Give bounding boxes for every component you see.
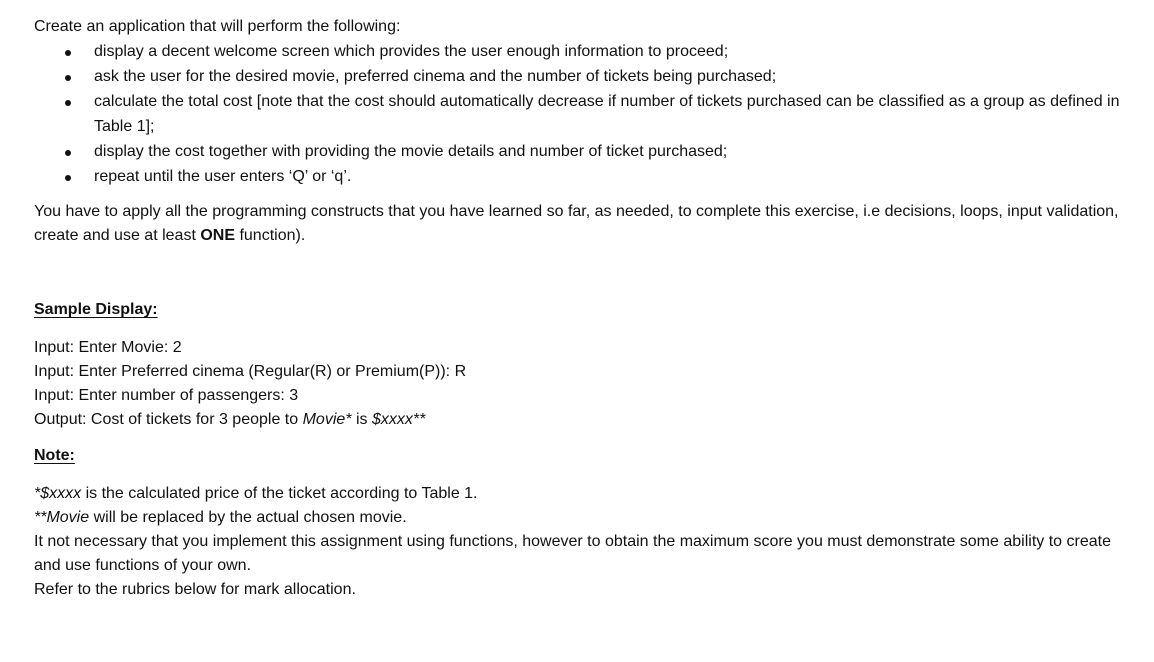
sample-line: Input: Enter number of passengers: 3: [34, 387, 299, 404]
constructs-text: You have to apply all the programming constructs that you have learned so far, as needed, to complete this exercise, i.e decisions, loops, input validation, create and use at least: [34, 203, 1119, 244]
bullet-icon: [65, 50, 71, 56]
constructs-text-end: function).: [235, 227, 306, 244]
list-item-text: display a decent welcome screen which provides the user enough information to proceed;: [94, 43, 729, 60]
assignment-document: [34, 15, 1124, 602]
constructs-paragraph: [34, 200, 1124, 248]
list-item-text: calculate the total cost [note that the cost should automatically decrease if number of tickets purchased can be classified as a group as defined in Table 1];: [94, 93, 1120, 135]
intro-text: Create an application that will perform the following:: [34, 18, 401, 35]
list-item: [34, 39, 1124, 64]
note-line: Refer to the rubrics below for mark allocation.: [34, 581, 356, 598]
constructs-bold-text: ONE: [200, 227, 235, 244]
list-item-text: repeat until the user enters ‘Q’ or ‘q’.: [94, 168, 352, 185]
bullet-icon: [65, 75, 71, 81]
sample-display-block: [34, 336, 1124, 432]
sample-line: Input: Enter Preferred cinema (Regular(R) or Premium(P)): R: [34, 363, 467, 380]
list-item: [34, 64, 1124, 89]
list-item-text: display the cost together with providing the movie details and number of ticket purchased;: [94, 143, 728, 160]
output-price: $xxxx**: [371, 411, 426, 428]
requirements-list: [34, 39, 1124, 189]
sample-output-line: [34, 408, 1124, 432]
note-text: will be replaced by the actual chosen movie.: [89, 509, 407, 526]
output-movie: Movie*: [302, 411, 352, 428]
list-item: [34, 89, 1124, 139]
bullet-icon: [65, 175, 71, 181]
note-line: [34, 482, 1124, 506]
output-mid: is: [351, 411, 372, 428]
bullet-icon: [65, 100, 71, 106]
note-text: is the calculated price of the ticket according to Table 1.: [81, 485, 478, 502]
list-item-text: ask the user for the desired movie, preferred cinema and the number of tickets being purchased;: [94, 68, 777, 85]
list-item: [34, 164, 1124, 189]
note-heading: Note:: [34, 447, 75, 464]
note-line: It not necessary that you implement this assignment using functions, however to obtain the maximum score you must demonstrate some ability to create and use functions of your own.: [34, 533, 1111, 574]
sample-display-heading: Sample Display:: [34, 301, 158, 318]
note-line: [34, 506, 1124, 530]
list-item: [34, 139, 1124, 164]
bullet-icon: [65, 150, 71, 156]
output-prefix: Output: Cost of tickets for 3 people to: [34, 411, 303, 428]
sample-line: Input: Enter Movie: 2: [34, 339, 182, 356]
note-italic: *$xxxx: [34, 485, 82, 502]
note-italic: **Movie: [34, 509, 90, 526]
note-block: [34, 482, 1124, 602]
